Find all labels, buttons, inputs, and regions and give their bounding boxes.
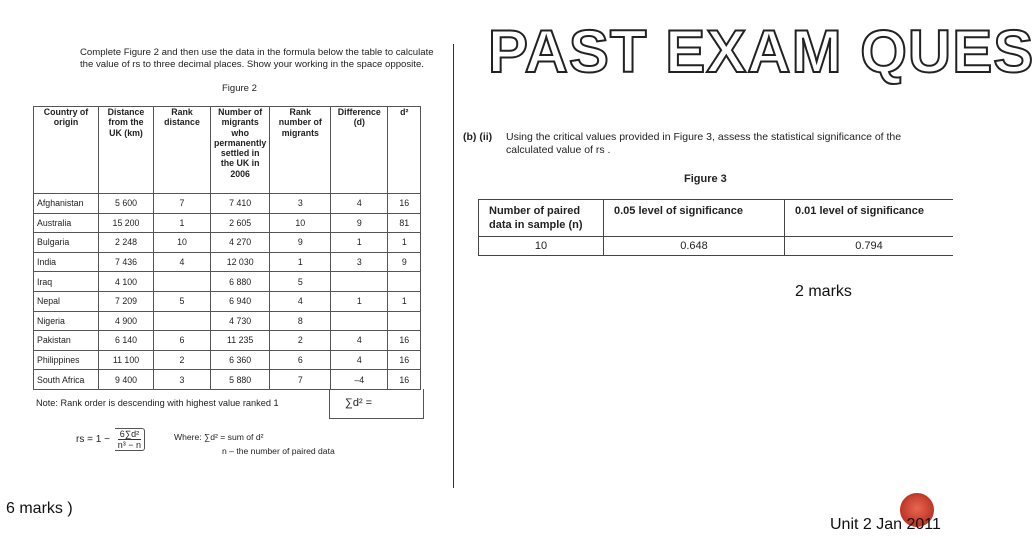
table-row: [34, 370, 421, 390]
table-cell: 5: [270, 272, 331, 292]
table-cell: 4 270: [211, 233, 270, 253]
table-cell: 1: [331, 291, 388, 311]
header-country: Country of origin: [34, 107, 99, 194]
table-cell: 4 730: [211, 311, 270, 331]
header-rank-migrants: Rank number of migrants: [270, 107, 331, 194]
table-cell: 1: [388, 233, 421, 253]
figure-2-caption: Figure 2: [222, 83, 257, 94]
footer-source: Unit 2 Jan 2011: [830, 516, 941, 533]
formula-key: [174, 430, 335, 458]
table-cell: 81: [388, 213, 421, 233]
table-row: [34, 291, 421, 311]
header-distance: Distance from the UK (km): [99, 107, 154, 194]
table-cell: 16: [388, 194, 421, 214]
table-cell: [388, 272, 421, 292]
table-row: [34, 252, 421, 272]
table-cell: 1: [270, 252, 331, 272]
table-cell: 16: [388, 370, 421, 390]
table-cell: [388, 311, 421, 331]
table-cell: 4: [331, 350, 388, 370]
where-line-2: n – the number of paired data: [222, 446, 335, 456]
table-cell: 12 030: [211, 252, 270, 272]
table-cell: 4: [331, 331, 388, 351]
table-cell: 7 209: [99, 291, 154, 311]
table-cell: 3: [154, 370, 211, 390]
header-migrants: Number of migrants who permanently settled in the UK in 2006: [211, 107, 270, 194]
table-cell: 2 248: [99, 233, 154, 253]
table-cell: 4 900: [99, 311, 154, 331]
header-difference: Difference (d): [331, 107, 388, 194]
question-line-2: calculated value of rs .: [506, 144, 611, 156]
table-cell: Nepal: [34, 291, 99, 311]
table-cell: Australia: [34, 213, 99, 233]
table-row: [34, 331, 421, 351]
marks-left: 6 marks ): [6, 500, 73, 517]
table-cell: 4: [331, 194, 388, 214]
figure-3-table: [478, 199, 953, 256]
formula-lhs: rs = 1 −: [76, 434, 110, 446]
question-line-1: Using the critical values provided in Figure 3, assess the statistical significance of the: [506, 131, 902, 143]
header-rank-distance: Rank distance: [154, 107, 211, 194]
table-cell: 10: [154, 233, 211, 253]
table-cell: 5 600: [99, 194, 154, 214]
table-cell: 10: [270, 213, 331, 233]
table-cell: 7: [270, 370, 331, 390]
rank-note: Note: Rank order is descending with highest value ranked 1: [36, 398, 279, 408]
figure-2-body: [34, 194, 421, 390]
table-cell: [331, 311, 388, 331]
table-row: [34, 233, 421, 253]
table-cell: 11 235: [211, 331, 270, 351]
table-cell: 2 605: [211, 213, 270, 233]
table-cell: 7: [154, 194, 211, 214]
figure-2-table: [33, 106, 421, 390]
where-line-1: Where: ∑d² = sum of d²: [174, 432, 264, 442]
table-cell: Afghanistan: [34, 194, 99, 214]
table-cell: South Africa: [34, 370, 99, 390]
fig3-header-001: 0.01 level of significance: [785, 200, 954, 237]
table-cell: 1: [331, 233, 388, 253]
table-row: [34, 311, 421, 331]
table-cell: 7 436: [99, 252, 154, 272]
question-part-label: (b) (ii): [463, 131, 493, 143]
table-cell: 6 880: [211, 272, 270, 292]
question-instructions: [80, 47, 450, 71]
table-cell: 9: [270, 233, 331, 253]
table-cell: Nigeria: [34, 311, 99, 331]
table-cell: 7 410: [211, 194, 270, 214]
table-cell: 8: [270, 311, 331, 331]
table-cell: 11 100: [99, 350, 154, 370]
table-cell: [154, 272, 211, 292]
formula-numerator: 6∑d²: [119, 429, 140, 439]
table-cell: 6 940: [211, 291, 270, 311]
figure-3-caption: Figure 3: [684, 173, 727, 185]
table-row: [34, 213, 421, 233]
table-cell: Pakistan: [34, 331, 99, 351]
table-row: [34, 350, 421, 370]
sum-box: [329, 389, 424, 419]
table-cell: 4 100: [99, 272, 154, 292]
table-cell: 3: [270, 194, 331, 214]
slide-title: PAST EXAM QUES: [488, 18, 1034, 85]
table-cell: 1: [388, 291, 421, 311]
table-cell: 16: [388, 331, 421, 351]
question-text: [506, 131, 960, 157]
fig3-cell-n: 10: [479, 237, 604, 256]
table-row: [34, 272, 421, 292]
table-cell: 3: [331, 252, 388, 272]
fig3-cell-001: 0.794: [785, 237, 954, 256]
table-cell: 9 400: [99, 370, 154, 390]
vertical-divider: [453, 44, 454, 488]
table-cell: Philippines: [34, 350, 99, 370]
formula-denominator: n³ − n: [117, 440, 142, 450]
table-cell: 4: [270, 291, 331, 311]
table-cell: 15 200: [99, 213, 154, 233]
table-cell: India: [34, 252, 99, 272]
table-cell: 2: [270, 331, 331, 351]
table-cell: Bulgaria: [34, 233, 99, 253]
fig3-header-005: 0.05 level of significance: [604, 200, 785, 237]
table-cell: [331, 272, 388, 292]
table-cell: 9: [331, 213, 388, 233]
table-cell: 6: [154, 331, 211, 351]
table-cell: 4: [154, 252, 211, 272]
table-row: [34, 194, 421, 214]
table-cell: 6 360: [211, 350, 270, 370]
table-cell: 1: [154, 213, 211, 233]
fig3-cell-005: 0.648: [604, 237, 785, 256]
table-cell: 6: [270, 350, 331, 370]
instruction-line-2: the value of rs to three decimal places. Show your working in the space opposite.: [80, 59, 424, 70]
spearman-formula: [76, 428, 145, 451]
formula-fraction: [115, 428, 145, 451]
instruction-line-1: Complete Figure 2 and then use the data in the formula below the table to calculate: [80, 47, 434, 58]
table-cell: 2: [154, 350, 211, 370]
table-cell: [154, 311, 211, 331]
table-cell: –4: [331, 370, 388, 390]
table-cell: 5: [154, 291, 211, 311]
fig3-header-n: Number of paired data in sample (n): [479, 200, 604, 237]
table-cell: Iraq: [34, 272, 99, 292]
table-cell: 5 880: [211, 370, 270, 390]
marks-right: 2 marks: [795, 283, 852, 300]
table-cell: 9: [388, 252, 421, 272]
header-d-squared: d²: [388, 107, 421, 194]
table-cell: 6 140: [99, 331, 154, 351]
sum-d-squared-label: ∑d² =: [345, 397, 373, 409]
table-cell: 16: [388, 350, 421, 370]
